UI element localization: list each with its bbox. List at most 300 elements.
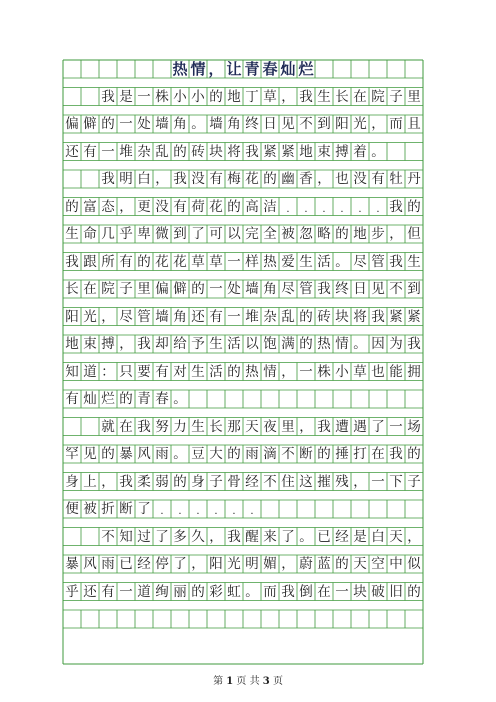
title-character: 让 <box>226 60 242 78</box>
text-character: 花 <box>245 171 259 187</box>
text-character: 明 <box>119 171 133 187</box>
text-character: 完 <box>245 226 259 242</box>
text-character: 场 <box>407 418 421 435</box>
text-character: 明 <box>245 556 259 572</box>
text-character: 的 <box>227 446 241 462</box>
text-character: 终 <box>335 281 349 297</box>
text-character: 打 <box>353 446 367 462</box>
text-character: 丽 <box>173 583 187 600</box>
text-character: 情 <box>335 336 349 352</box>
text-character: 道 <box>137 583 151 600</box>
text-character: 的 <box>101 446 115 462</box>
text-character: 更 <box>137 198 151 215</box>
text-character: 墙 <box>155 116 169 132</box>
text-character: 里 <box>281 418 295 435</box>
text-character: 不 <box>101 528 115 545</box>
text-character: 紧 <box>389 308 403 325</box>
text-character: ： <box>101 363 115 380</box>
text-character: 。 <box>245 583 259 600</box>
text-character: 的 <box>191 281 205 297</box>
text-character: 生 <box>317 88 331 105</box>
title-character: 热 <box>172 60 188 78</box>
text-character: 微 <box>155 226 169 242</box>
text-character: 以 <box>227 226 241 242</box>
text-character: 生 <box>191 363 205 380</box>
text-character: 了 <box>281 528 295 545</box>
text-character: 便 <box>65 501 79 517</box>
title-character: 烂 <box>298 60 314 78</box>
text-character: 乎 <box>65 583 79 600</box>
text-character: 没 <box>191 171 205 187</box>
text-character: 到 <box>407 281 421 297</box>
text-character: 日 <box>353 281 367 297</box>
text-character: 日 <box>263 116 277 132</box>
text-character: 雨 <box>101 556 115 572</box>
text-character: ， <box>281 556 295 572</box>
text-character: ， <box>281 88 295 105</box>
text-character: 样 <box>245 253 259 270</box>
text-character: 的 <box>209 88 223 105</box>
text-character: 终 <box>245 116 259 132</box>
text-character: 因 <box>371 336 385 352</box>
text-character: 拥 <box>407 363 421 380</box>
text-character: 要 <box>137 363 151 380</box>
text-character: 有 <box>101 583 115 600</box>
text-character: 白 <box>371 528 385 545</box>
text-character: 遇 <box>353 418 367 435</box>
text-character: 长 <box>335 88 349 105</box>
text-character: 全 <box>263 226 277 242</box>
text-character: ， <box>299 418 313 435</box>
text-character: 荷 <box>191 198 205 215</box>
text-character: 上 <box>83 473 97 490</box>
text-character: 的 <box>299 308 313 325</box>
text-character: 却 <box>155 336 169 352</box>
text-character: 还 <box>83 583 97 600</box>
text-character: 子 <box>209 473 223 490</box>
text-character: 态 <box>101 198 115 215</box>
text-character: 阳 <box>209 556 223 572</box>
text-character: 我 <box>389 198 403 215</box>
text-character: 的 <box>335 226 349 242</box>
text-character: 有 <box>83 143 97 160</box>
text-character: 生 <box>407 253 421 270</box>
text-character: 的 <box>407 583 421 600</box>
text-character: 地 <box>227 88 241 105</box>
text-character: 以 <box>245 336 259 352</box>
text-character: 块 <box>209 143 223 160</box>
text-character: 卑 <box>137 226 151 242</box>
text-character: 已 <box>119 556 133 572</box>
page-footer <box>0 672 496 687</box>
text-character: 我 <box>245 143 259 160</box>
text-character: 予 <box>191 336 205 352</box>
text-character: 角 <box>173 308 187 325</box>
text-character: 暴 <box>119 446 133 462</box>
text-character: 香 <box>299 171 313 187</box>
text-character: 我 <box>65 253 79 270</box>
text-character: 。 <box>191 116 205 132</box>
footer-suffix: 页 <box>272 676 283 687</box>
text-character: 我 <box>119 473 133 490</box>
text-character: 满 <box>281 336 295 352</box>
text-character: 僻 <box>83 116 97 132</box>
text-character: . <box>250 506 254 517</box>
text-character: 阳 <box>335 116 349 132</box>
text-character: . <box>160 506 164 517</box>
text-character: 热 <box>263 253 277 270</box>
text-character: 杂 <box>137 143 151 160</box>
text-character: 尽 <box>353 253 367 270</box>
title-character: ， <box>208 60 224 78</box>
text-character: 紧 <box>263 143 277 160</box>
text-character: 小 <box>173 88 187 105</box>
text-character: 还 <box>65 143 79 160</box>
text-character: 努 <box>155 418 169 435</box>
text-character: 见 <box>83 446 97 462</box>
text-character: 僻 <box>173 281 187 297</box>
text-character: 子 <box>389 88 403 105</box>
text-character: 我 <box>317 418 331 435</box>
text-character: 彩 <box>209 583 223 600</box>
text-character: 一 <box>101 143 115 160</box>
text-character: 断 <box>119 501 133 517</box>
text-character: 风 <box>137 446 151 462</box>
text-character: 偏 <box>155 281 169 297</box>
text-character: 株 <box>155 88 169 105</box>
text-character: 的 <box>407 198 421 215</box>
text-character: 。 <box>353 336 367 352</box>
text-character: 见 <box>281 116 295 132</box>
text-character: 杂 <box>263 308 277 325</box>
text-character: 知 <box>119 528 133 545</box>
text-character: 偏 <box>65 116 79 132</box>
text-character: 院 <box>371 88 385 105</box>
text-character: 有 <box>371 171 385 187</box>
text-character: 高 <box>245 198 259 215</box>
text-character: 在 <box>119 418 133 435</box>
text-character: 力 <box>173 418 187 435</box>
text-character: 堆 <box>245 308 259 325</box>
text-character: 的 <box>299 336 313 352</box>
text-character: 活 <box>209 363 223 380</box>
text-character: 我 <box>389 253 403 270</box>
text-character: 乱 <box>155 143 169 160</box>
text-character: 我 <box>281 583 295 600</box>
text-character: 搏 <box>335 143 349 160</box>
text-character: 一 <box>227 253 241 270</box>
footer-prefix: 第 <box>213 676 224 687</box>
text-character: 醒 <box>245 528 259 545</box>
text-character: 命 <box>83 226 97 242</box>
text-character: ， <box>209 528 223 545</box>
text-character: . <box>340 203 344 215</box>
text-character: 的 <box>335 556 349 572</box>
text-character: 热 <box>317 336 331 352</box>
text-character: ， <box>281 363 295 380</box>
text-character: 不 <box>299 116 313 132</box>
text-character: 丹 <box>407 171 421 187</box>
text-character: 久 <box>191 528 205 545</box>
title-character: 青 <box>244 60 260 78</box>
text-character: 给 <box>173 336 187 352</box>
text-character: 。 <box>371 143 385 160</box>
text-character: . <box>322 203 326 215</box>
text-character: 还 <box>191 308 205 325</box>
text-character: 到 <box>317 116 331 132</box>
text-character: 乱 <box>281 308 295 325</box>
text-character: 我 <box>101 88 115 105</box>
text-character: 我 <box>317 281 331 297</box>
text-character: ， <box>371 116 385 132</box>
text-character: 长 <box>65 281 79 297</box>
text-character: . <box>178 506 182 517</box>
text-character: 知 <box>65 363 79 380</box>
text-character: 的 <box>173 143 187 160</box>
text-character: 将 <box>353 308 367 325</box>
text-character: 的 <box>173 473 187 490</box>
text-character: ， <box>407 528 421 545</box>
text-character: 步 <box>371 226 385 242</box>
text-character: . <box>376 203 380 215</box>
text-character: 了 <box>371 418 385 435</box>
text-character: 不 <box>281 446 295 462</box>
text-character: 的 <box>119 391 133 407</box>
text-character: 倒 <box>299 583 313 600</box>
text-character: 了 <box>137 501 151 517</box>
text-character: 一 <box>299 363 313 380</box>
text-character: 遭 <box>335 418 349 435</box>
text-character: 下 <box>389 473 403 490</box>
text-character: 烂 <box>101 391 115 407</box>
text-character: 跟 <box>83 253 97 270</box>
text-character: 地 <box>299 143 313 160</box>
text-character: 草 <box>209 253 223 270</box>
text-character: 我 <box>137 418 151 435</box>
text-character: 处 <box>137 116 151 132</box>
text-character: 几 <box>101 226 115 242</box>
text-character: 我 <box>371 308 385 325</box>
text-character: 残 <box>335 473 349 490</box>
text-character: 能 <box>389 363 403 380</box>
text-character: 花 <box>155 253 169 270</box>
text-character: 断 <box>299 446 313 462</box>
text-character: 处 <box>227 281 241 297</box>
text-character: 角 <box>227 116 241 132</box>
text-character: 花 <box>209 198 223 215</box>
text-character: 青 <box>137 391 151 407</box>
text-character: 小 <box>191 88 205 105</box>
text-character: 旧 <box>389 583 403 600</box>
text-character: 活 <box>317 253 331 270</box>
text-character: 一 <box>389 418 403 435</box>
text-character: 小 <box>335 363 349 380</box>
text-character: 一 <box>335 583 349 600</box>
text-character: 一 <box>137 88 151 105</box>
text-character: 豆 <box>191 446 205 462</box>
text-character: 里 <box>137 281 151 297</box>
text-character: 没 <box>353 171 367 187</box>
text-character: ， <box>317 171 331 187</box>
text-character: 地 <box>65 336 79 352</box>
text-character: 牡 <box>389 171 403 187</box>
title-character: 情 <box>190 60 206 78</box>
text-character: 生 <box>209 336 223 352</box>
text-character: 墙 <box>155 308 169 325</box>
text-character: 束 <box>83 336 97 352</box>
text-character: 捶 <box>335 446 349 462</box>
text-character: 我 <box>389 446 403 462</box>
text-character: ， <box>191 556 205 572</box>
text-character: 的 <box>227 363 241 380</box>
text-character: 热 <box>245 363 259 380</box>
text-character: 墙 <box>209 116 223 132</box>
text-character: 风 <box>83 556 97 572</box>
text-character: 是 <box>119 88 133 105</box>
text-character: 我 <box>137 336 151 352</box>
text-character: 罕 <box>65 446 79 462</box>
text-character: 的 <box>227 198 241 215</box>
text-character: 情 <box>263 363 277 380</box>
text-character: 长 <box>209 418 223 435</box>
text-character: 媚 <box>263 556 277 572</box>
text-character: 一 <box>371 473 385 490</box>
text-character: 洁 <box>263 198 277 215</box>
text-character: 了 <box>191 226 205 242</box>
text-character: 暴 <box>65 556 79 572</box>
text-character: ， <box>389 226 403 242</box>
text-character: 经 <box>245 473 259 490</box>
text-character: ， <box>353 473 367 490</box>
text-character: 似 <box>407 556 421 572</box>
text-character: 草 <box>353 363 367 380</box>
text-character: 有 <box>209 171 223 187</box>
text-character: 也 <box>371 363 385 380</box>
footer-total-pages: 3 <box>262 676 270 687</box>
text-character: 中 <box>389 556 403 572</box>
text-character: 的 <box>263 171 277 187</box>
text-character: 幽 <box>281 171 295 187</box>
text-character: 。 <box>173 391 187 407</box>
text-character: 不 <box>389 281 403 297</box>
text-character: 有 <box>209 308 223 325</box>
text-character: 草 <box>191 253 205 270</box>
text-character: 将 <box>227 143 241 160</box>
text-character: 而 <box>263 583 277 600</box>
text-character: 搏 <box>101 336 115 352</box>
text-character: 身 <box>191 473 205 490</box>
text-character: 过 <box>137 528 151 545</box>
text-character: 墙 <box>245 281 259 297</box>
text-character: 光 <box>353 116 367 132</box>
text-character: 多 <box>173 528 187 545</box>
text-character: 滴 <box>263 446 277 462</box>
text-character: 蔚 <box>299 556 313 572</box>
text-character: 道 <box>83 363 97 380</box>
text-character: 来 <box>263 528 277 545</box>
text-character: 紧 <box>281 143 295 160</box>
text-character: 没 <box>155 198 169 215</box>
text-character: 破 <box>371 583 385 600</box>
text-character: 只 <box>119 363 133 380</box>
text-character: 了 <box>155 528 169 545</box>
text-character: 在 <box>353 88 367 105</box>
text-character: 的 <box>407 446 421 462</box>
text-character: 绚 <box>155 583 169 600</box>
text-character: 花 <box>173 253 187 270</box>
text-character: 院 <box>101 281 115 297</box>
text-character: 。 <box>173 446 187 462</box>
text-character: 砖 <box>191 143 205 160</box>
text-character: 在 <box>83 281 97 297</box>
text-character: 我 <box>173 171 187 187</box>
text-character: 角 <box>173 116 187 132</box>
text-character: 夜 <box>263 418 277 435</box>
text-character: 尽 <box>119 308 133 325</box>
text-character: ， <box>155 171 169 187</box>
text-character: 空 <box>371 556 385 572</box>
text-character: 为 <box>389 336 403 352</box>
text-character: 乎 <box>119 226 133 242</box>
text-character: 阳 <box>65 308 79 325</box>
text-character: 那 <box>227 418 241 435</box>
text-character: 的 <box>65 198 79 215</box>
text-character: 管 <box>299 281 313 297</box>
text-character: 生 <box>65 226 79 242</box>
text-character: 不 <box>263 473 277 490</box>
text-character: 了 <box>173 556 187 572</box>
text-character: 株 <box>317 363 331 380</box>
text-character: 地 <box>353 226 367 242</box>
text-character: 柔 <box>137 473 151 490</box>
text-character: 我 <box>299 88 313 105</box>
text-character: 紧 <box>407 308 421 325</box>
text-character: 块 <box>335 308 349 325</box>
text-character: ， <box>101 308 115 325</box>
text-character: 子 <box>407 473 421 490</box>
text-character: 有 <box>173 198 187 215</box>
text-character: 对 <box>173 363 187 380</box>
text-character: 停 <box>155 556 169 572</box>
text-character: 到 <box>173 226 187 242</box>
text-character: 草 <box>263 88 277 105</box>
text-character: ， <box>119 198 133 215</box>
text-character: 春 <box>155 391 169 407</box>
text-character: 经 <box>335 528 349 545</box>
text-character: 角 <box>263 281 277 297</box>
text-character: 在 <box>371 446 385 462</box>
text-character: 虹 <box>227 583 241 600</box>
text-character: 是 <box>353 528 367 545</box>
text-character: 也 <box>335 171 349 187</box>
text-character: 白 <box>137 171 151 187</box>
text-character: . <box>286 203 290 215</box>
text-character: . <box>214 506 218 517</box>
text-character: ， <box>101 473 115 490</box>
text-character: 摧 <box>317 473 331 490</box>
text-character: . <box>232 506 236 517</box>
text-character: 已 <box>317 528 331 545</box>
text-character: 就 <box>101 418 115 435</box>
text-character: 见 <box>371 281 385 297</box>
text-character: 爱 <box>281 253 295 270</box>
text-character: 一 <box>227 308 241 325</box>
text-character: 天 <box>353 556 367 572</box>
text-character: 生 <box>299 253 313 270</box>
text-character: 生 <box>191 418 205 435</box>
text-character: 这 <box>299 473 313 490</box>
text-character: 灿 <box>83 391 97 407</box>
